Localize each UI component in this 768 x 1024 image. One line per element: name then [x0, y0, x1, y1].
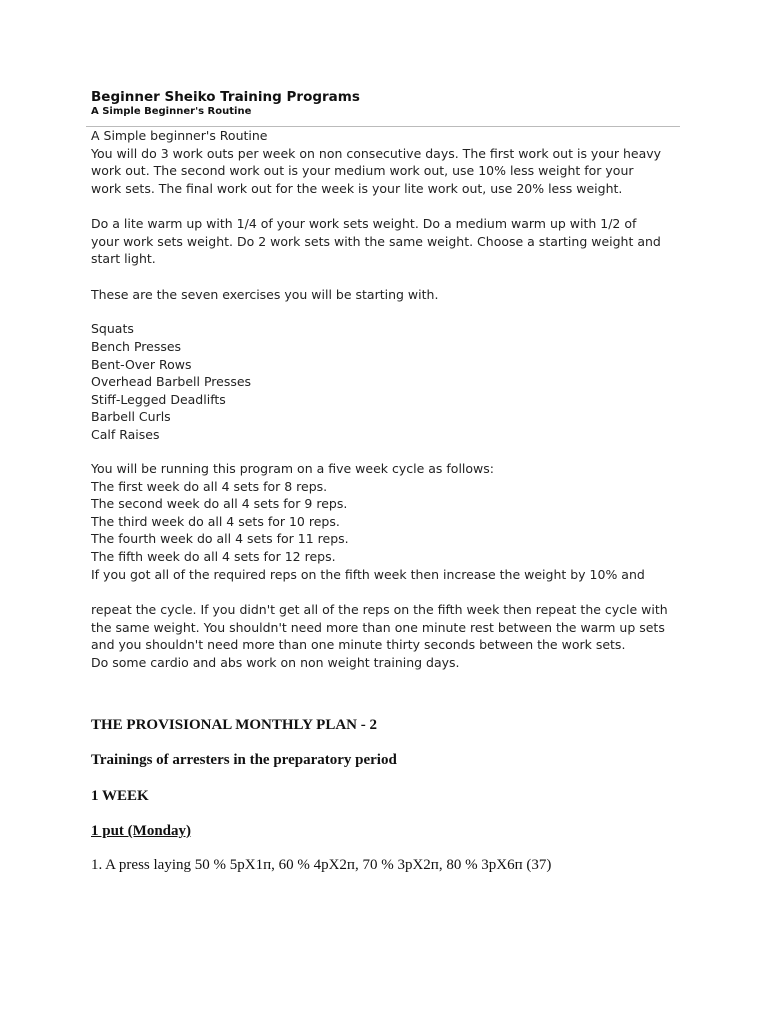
routine-line: The fourth week do all 4 sets for 11 reps.: [91, 531, 349, 546]
routine-line: repeat the cycle. If you didn't get all of the reps on the fifth week then repeat the cycle with: [91, 602, 668, 617]
routine-line: You will be running this program on a five week cycle as follows:: [91, 461, 494, 476]
routine-line: If you got all of the required reps on the fifth week then increase the weight by 10% and: [91, 567, 645, 582]
exercise-item: Bent-Over Rows: [91, 357, 192, 372]
exercise-item: Stiff-Legged Deadlifts: [91, 392, 226, 407]
routine-line: You will do 3 work outs per week on non consecutive days. The first work out is your heavy: [91, 146, 662, 161]
routine-line: The fifth week do all 4 sets for 12 reps.: [91, 549, 336, 564]
document-subtitle: A Simple Beginner's Routine: [91, 106, 252, 117]
plan-item: 1. A press laying 50 % 5pX1п, 60 % 4pX2п, 70 % 3pX2п, 80 % 3pX6п (37): [91, 857, 552, 873]
routine-line: The first week do all 4 sets for 8 reps.: [91, 479, 328, 494]
document-title: Beginner Sheiko Training Programs: [91, 89, 360, 105]
exercise-item: Bench Presses: [91, 339, 182, 354]
routine-line: work sets. The final work out for the week is your lite work out, use 20% less weight.: [91, 181, 623, 196]
exercise-item: Calf Raises: [91, 427, 160, 442]
routine-line: Do a lite warm up with 1/4 of your work sets weight. Do a medium warm up with 1/2 of: [91, 216, 637, 231]
plan-heading: THE PROVISIONAL MONTHLY PLAN - 2: [91, 717, 378, 733]
routine-line: The third week do all 4 sets for 10 reps.: [91, 514, 340, 529]
plan-subheading: Trainings of arresters in the preparatory period: [91, 752, 397, 768]
routine-line: The second week do all 4 sets for 9 reps.: [91, 496, 348, 511]
divider: [86, 126, 680, 127]
routine-line: the same weight. You shouldn't need more than one minute rest between the warm up sets: [91, 620, 665, 635]
routine-line: your work sets weight. Do 2 work sets with the same weight. Choose a starting weight and: [91, 234, 661, 249]
routine-line: work out. The second work out is your medium work out, use 10% less weight for your: [91, 163, 634, 178]
exercise-item: Overhead Barbell Presses: [91, 374, 252, 389]
exercise-item: Barbell Curls: [91, 409, 171, 424]
routine-line: Do some cardio and abs work on non weight training days.: [91, 655, 460, 670]
week-heading: 1 WEEK: [91, 788, 149, 804]
exercise-item: Squats: [91, 321, 134, 336]
routine-line: A Simple beginner's Routine: [91, 128, 268, 143]
day-heading: 1 put (Monday): [91, 823, 192, 839]
routine-line: These are the seven exercises you will be starting with.: [91, 287, 439, 302]
routine-line: start light.: [91, 251, 156, 266]
routine-line: and you shouldn't need more than one minute thirty seconds between the work sets.: [91, 637, 626, 652]
